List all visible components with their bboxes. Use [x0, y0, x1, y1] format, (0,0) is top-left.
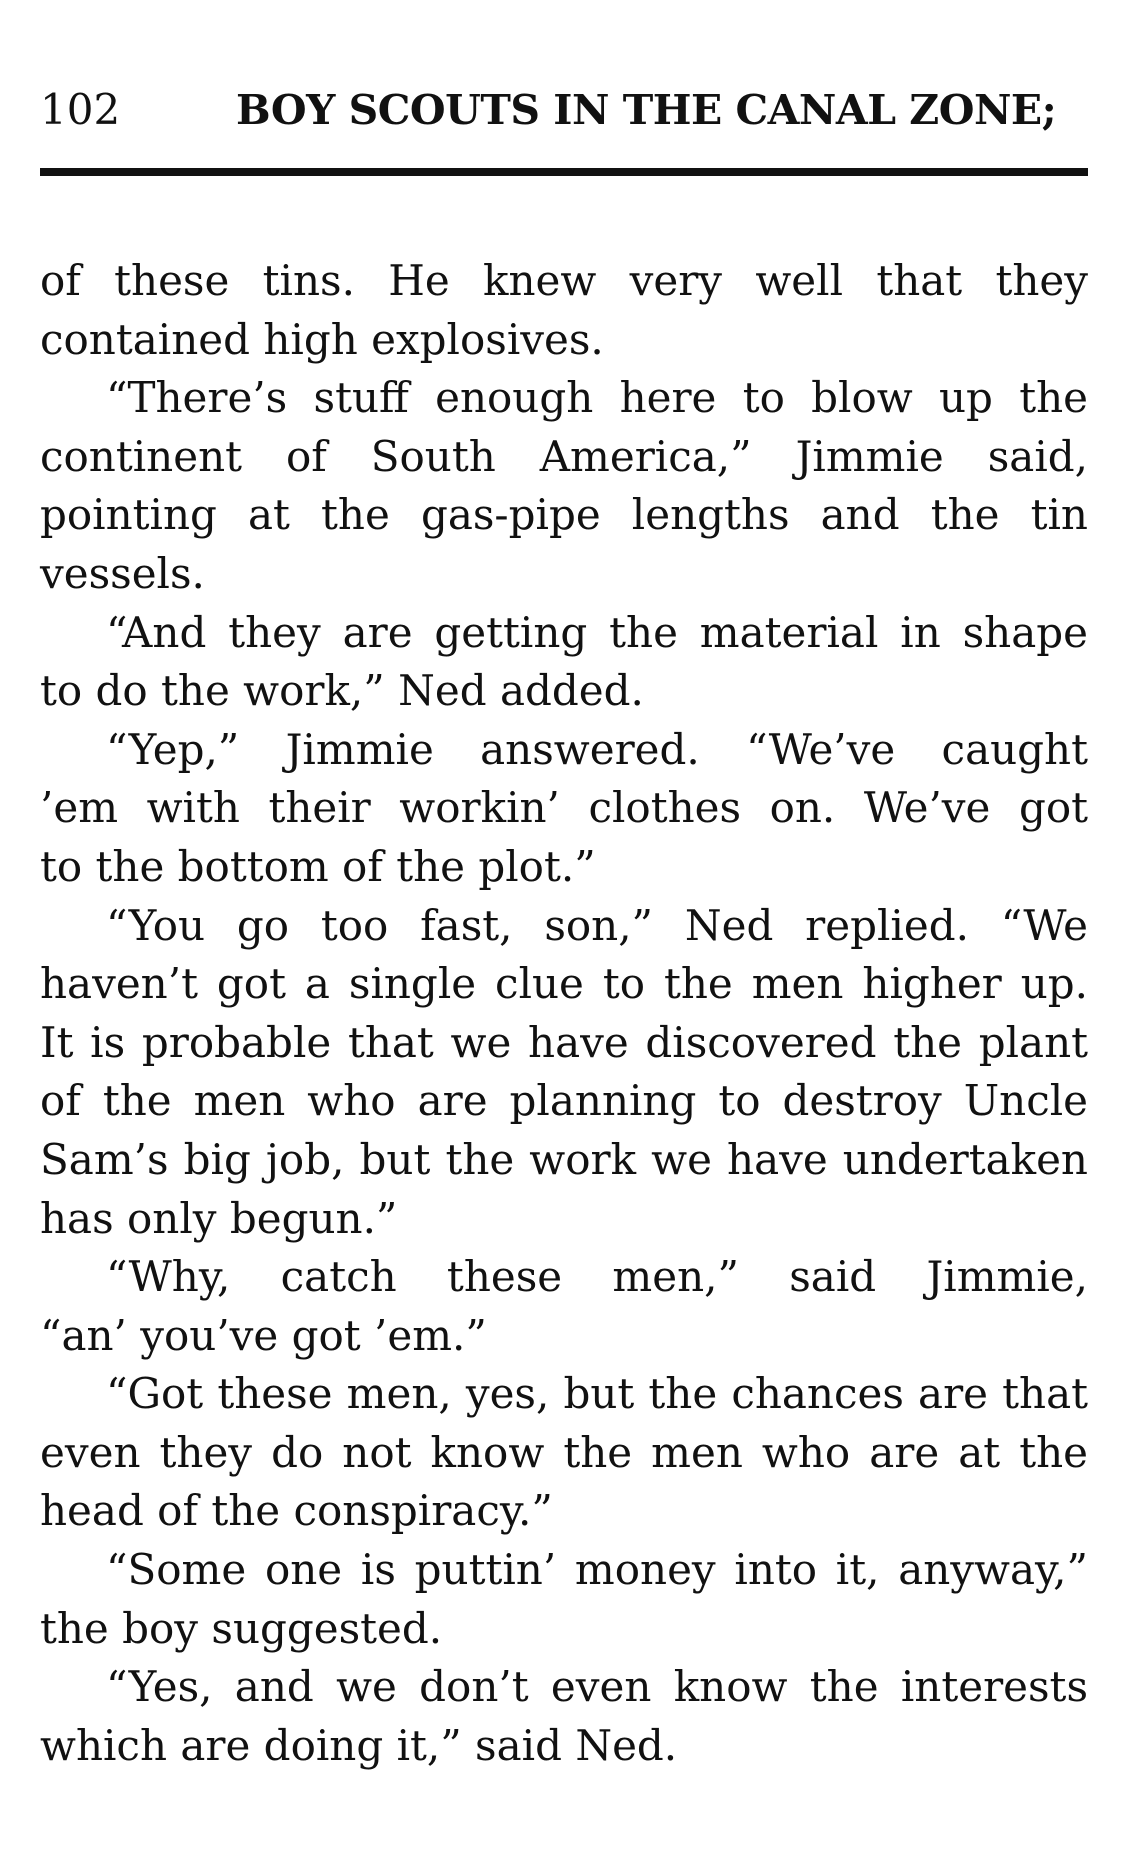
text-line: head of the conspiracy.”	[40, 1486, 553, 1536]
body-text	[40, 252, 1088, 1775]
text-line: pointing at the gas-pipe lengths and the tin	[40, 490, 1088, 540]
text-line: “Got these men, yes, but the chances are that	[106, 1369, 1088, 1419]
page-header	[40, 80, 1086, 140]
text-line: continent of South America,” Jimmie said,	[40, 431, 1088, 481]
text-line: “You go too fast, son,” Ned replied. “We	[106, 900, 1088, 950]
header-rule	[40, 168, 1088, 176]
text-line: “Yep,” Jimmie answered. “We’ve caught	[106, 724, 1088, 774]
text-line: which are doing it,” said Ned.	[40, 1720, 678, 1770]
text-line: ’em with their workin’ clothes on. We’ve got	[40, 783, 1088, 833]
text-line: “an’ you’ve got ’em.”	[40, 1310, 487, 1360]
text-line: vessels.	[40, 548, 205, 598]
text-line: the boy suggested.	[40, 1603, 443, 1653]
text-line: Sam’s big job, but the work we have undertaken	[40, 1134, 1088, 1184]
text-line: “And they are getting the material in shape	[106, 607, 1088, 657]
text-line: has only begun.”	[40, 1193, 398, 1243]
text-line: to the bottom of the plot.”	[40, 841, 596, 891]
text-line: even they do not know the men who are at the	[40, 1427, 1088, 1477]
text-line: “Some one is puttin’ money into it, anyway,”	[106, 1545, 1088, 1595]
running-head: BOY SCOUTS IN THE CANAL ZONE;	[236, 86, 1057, 134]
text-line: “Why, catch these men,” said Jimmie,	[106, 1252, 1088, 1302]
text-line: of these tins. He knew very well that they	[40, 256, 1088, 305]
text-line: haven’t got a single clue to the men higher up.	[40, 959, 1088, 1009]
page-number: 102	[40, 85, 121, 134]
text-line: to do the work,” Ned added.	[40, 666, 644, 716]
text-line: It is probable that we have discovered the plant	[40, 1017, 1088, 1067]
text-line: contained high explosives.	[40, 314, 604, 364]
text-line: of the men who are planning to destroy Uncle	[40, 1076, 1088, 1126]
text-line: “There’s stuff enough here to blow up the	[106, 373, 1088, 423]
text-line: “Yes, and we don’t even know the interests	[106, 1662, 1088, 1712]
